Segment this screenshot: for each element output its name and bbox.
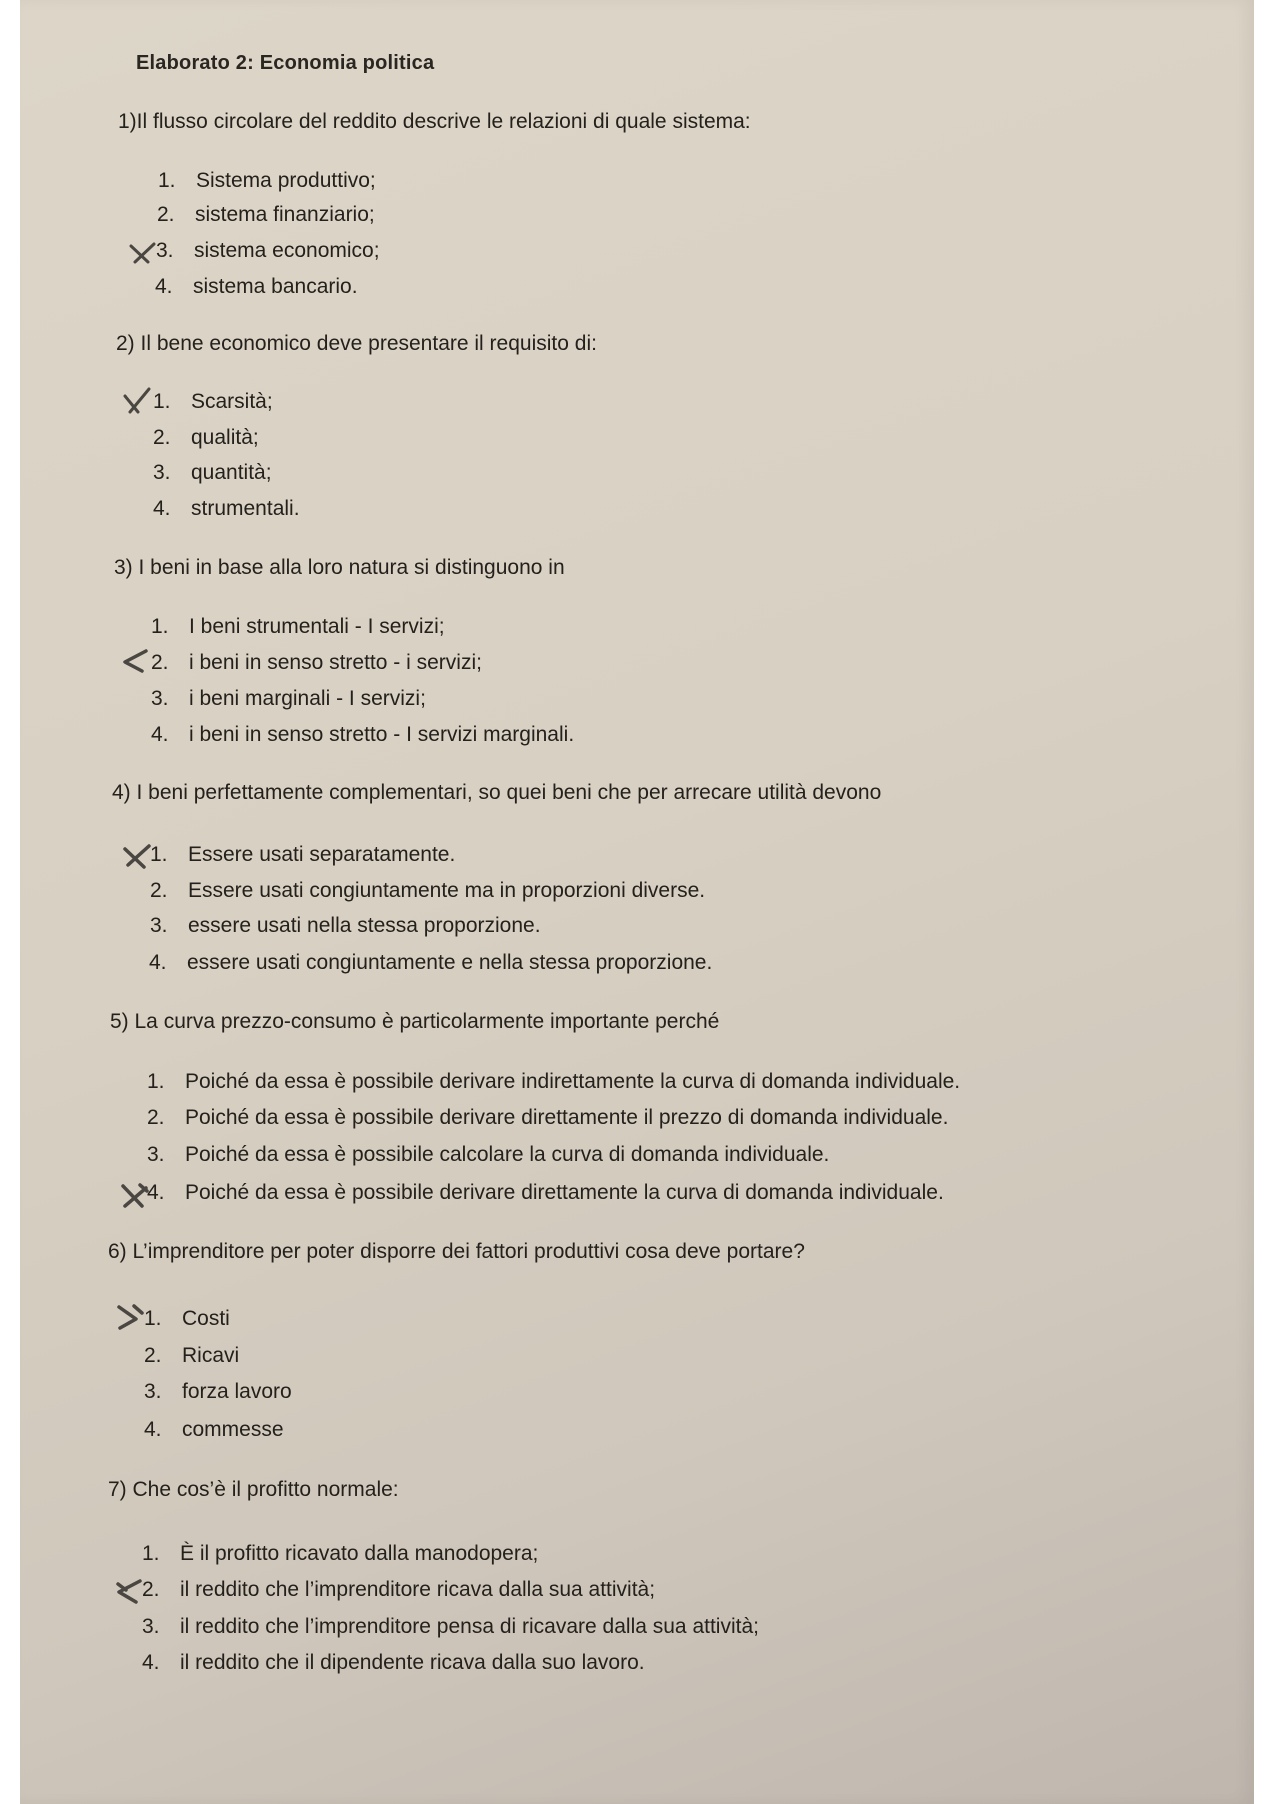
question-4: 4) I beni perfettamente complementari, so quei beni che per arrecare utilità devono — [112, 781, 882, 804]
option-text: sistema economico; — [194, 239, 380, 262]
question-6: 6) L’imprenditore per poter disporre dei fattori produttivi cosa deve portare? — [108, 1240, 805, 1263]
option-text: i beni marginali - I servizi; — [189, 687, 426, 710]
answer-check-mark-icon — [114, 1578, 144, 1604]
option-text: Essere usati separatamente. — [188, 843, 456, 866]
option-number: 1. — [158, 169, 176, 192]
option-text: qualità; — [191, 426, 259, 449]
option-text: quantità; — [191, 461, 272, 484]
option-number: 4. — [155, 275, 173, 298]
question-5: 5) La curva prezzo-consumo è particolarmente importante perché — [110, 1010, 720, 1033]
option-number: 3. — [147, 1143, 165, 1166]
option-number: 1. — [147, 1070, 165, 1093]
option-text: i beni in senso stretto - I servizi marginali. — [189, 723, 575, 746]
option-number: 2. — [151, 651, 169, 674]
option-text: essere usati nella stessa proporzione. — [188, 914, 541, 937]
option-number: 4. — [147, 1181, 165, 1204]
paper-sheet — [20, 0, 1254, 1804]
option-text: strumentali. — [191, 497, 300, 520]
answer-check-mark-icon — [128, 240, 158, 266]
option-text: Poiché da essa è possibile calcolare la curva di domanda individuale. — [185, 1143, 830, 1166]
answer-check-mark-icon — [122, 843, 152, 869]
option-text: essere usati congiuntamente e nella stessa proporzione. — [187, 951, 713, 974]
option-text: i beni in senso stretto - i servizi; — [189, 651, 482, 674]
answer-check-mark-icon — [122, 386, 152, 412]
option-number: 2. — [153, 426, 171, 449]
question-2: 2) Il bene economico deve presentare il requisito di: — [116, 332, 597, 355]
answer-check-mark-icon — [120, 648, 150, 674]
option-number: 4. — [153, 497, 171, 520]
answer-check-mark-icon — [120, 1182, 150, 1208]
option-text: Ricavi — [182, 1344, 240, 1367]
option-number: 4. — [149, 951, 167, 974]
option-text: Sistema produttivo; — [196, 169, 376, 192]
option-number: 2. — [150, 879, 168, 902]
option-text: Poiché da essa è possibile derivare indirettamente la curva di domanda individuale. — [185, 1070, 961, 1093]
option-number: 4. — [151, 723, 169, 746]
option-number: 3. — [153, 461, 171, 484]
option-number: 3. — [142, 1615, 160, 1638]
option-text: il reddito che l’imprenditore pensa di ricavare dalla sua attività; — [180, 1615, 759, 1638]
option-text: I beni strumentali - I servizi; — [189, 615, 445, 638]
option-text: Poiché da essa è possibile derivare direttamente la curva di domanda individuale. — [185, 1181, 944, 1204]
option-text: sistema finanziario; — [195, 203, 375, 226]
option-text: forza lavoro — [182, 1380, 292, 1403]
option-text: sistema bancario. — [193, 275, 358, 298]
option-number: 2. — [144, 1344, 162, 1367]
option-number: 3. — [144, 1380, 162, 1403]
option-text: È il profitto ricavato dalla manodopera; — [180, 1542, 539, 1565]
option-text: Poiché da essa è possibile derivare direttamente il prezzo di domanda individuale. — [185, 1106, 949, 1129]
option-number: 2. — [157, 203, 175, 226]
question-7: 7) Che cos’è il profitto normale: — [108, 1478, 399, 1501]
option-number: 2. — [147, 1106, 165, 1129]
option-text: Costi — [182, 1307, 230, 1330]
option-number: 3. — [150, 914, 168, 937]
option-text: il reddito che il dipendente ricava dalla suo lavoro. — [180, 1651, 645, 1674]
option-text: il reddito che l’imprenditore ricava dalla sua attività; — [180, 1578, 656, 1601]
option-text: Scarsità; — [191, 390, 273, 413]
question-1: 1)Il flusso circolare del reddito descrive le relazioni di quale sistema: — [118, 110, 751, 133]
option-text: commesse — [182, 1418, 284, 1441]
option-number: 4. — [142, 1651, 160, 1674]
option-text: Essere usati congiuntamente ma in proporzioni diverse. — [188, 879, 706, 902]
option-number: 1. — [142, 1542, 160, 1565]
option-number: 1. — [144, 1307, 162, 1330]
option-number: 4. — [144, 1418, 162, 1441]
option-number: 1. — [153, 390, 171, 413]
option-number: 3. — [151, 687, 169, 710]
option-number: 3. — [156, 239, 174, 262]
option-number: 2. — [142, 1578, 160, 1601]
document-title: Elaborato 2: Economia politica — [136, 52, 435, 74]
question-3: 3) I beni in base alla loro natura si distinguono in — [114, 556, 565, 579]
answer-check-mark-icon — [116, 1303, 146, 1329]
option-number: 1. — [151, 615, 169, 638]
option-number: 1. — [150, 843, 168, 866]
